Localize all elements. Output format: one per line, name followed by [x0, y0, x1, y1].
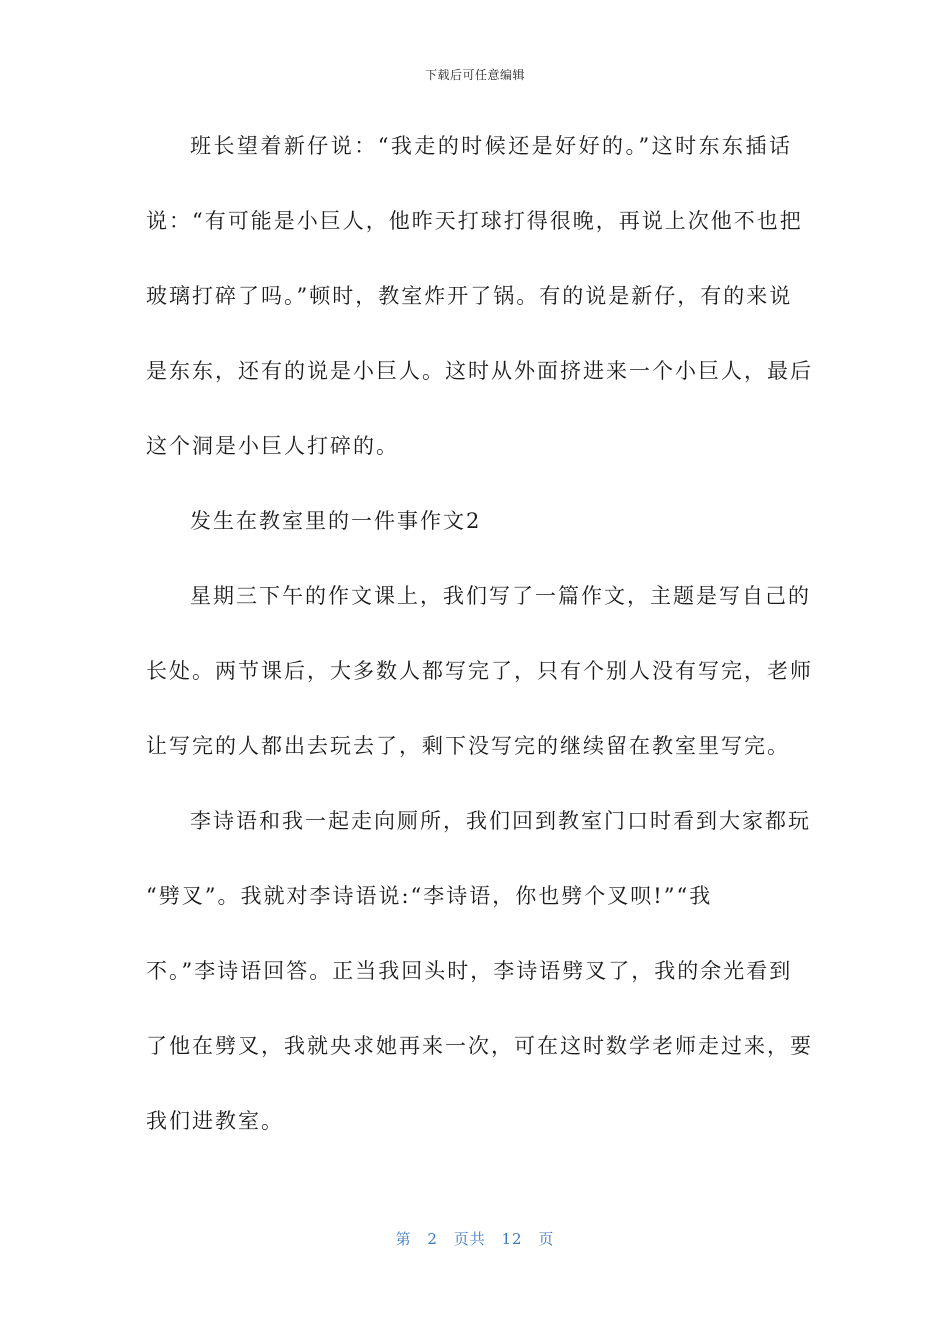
- paragraph-line: 星期三下午的作文课上，我们写了一篇作文，主题是写自己的: [190, 584, 811, 608]
- current-page-number: 2: [427, 1230, 438, 1248]
- paragraph-line: 这个洞是小巨人打碎的。: [146, 434, 399, 458]
- header-note: 下载后可任意编辑: [424, 68, 525, 82]
- page-footer: [0, 1228, 950, 1249]
- paragraph-line: 班长望着新仔说：“我走的时候还是好好的。”这时东东插话: [190, 134, 792, 158]
- paragraph-line: 玻璃打碎了吗。”顿时，教室炸开了锅。有的说是新仔，有的来说: [146, 284, 793, 308]
- page-label-suffix: 页: [538, 1230, 555, 1248]
- paragraph-line: “劈叉”。我就对李诗语说:“李诗语，你也劈个叉呗!”“我: [146, 884, 713, 908]
- paragraph-line: 不。”李诗语回答。正当我回头时，李诗语劈叉了，我的余光看到: [146, 959, 793, 983]
- paragraph-line: 说：“有可能是小巨人，他昨天打球打得很晚，再说上次他不也把: [146, 209, 803, 233]
- paragraph-line: 我们进教室。: [146, 1109, 284, 1133]
- paragraph-line: 李诗语和我一起走向厕所，我们回到教室门口时看到大家都玩: [190, 809, 811, 833]
- paragraph-line: 长处。两节课后，大多数人都写完了，只有个别人没有写完，老师: [146, 659, 813, 683]
- paragraph-line: 是东东，还有的说是小巨人。这时从外面挤进来一个小巨人，最后: [146, 359, 813, 383]
- page-label-mid: 页共: [453, 1230, 486, 1248]
- document-body: [146, 128, 813, 1178]
- total-pages-number: 12: [501, 1230, 523, 1248]
- section-heading: 发生在教室里的一件事作文2: [190, 509, 482, 533]
- paragraph-line: 了他在劈叉，我就央求她再来一次，可在这时数学老师走过来，要: [146, 1034, 813, 1058]
- paragraph-line: 让写完的人都出去玩去了，剩下没写完的继续留在教室里写完。: [146, 734, 790, 758]
- page-label-prefix: 第: [395, 1230, 412, 1248]
